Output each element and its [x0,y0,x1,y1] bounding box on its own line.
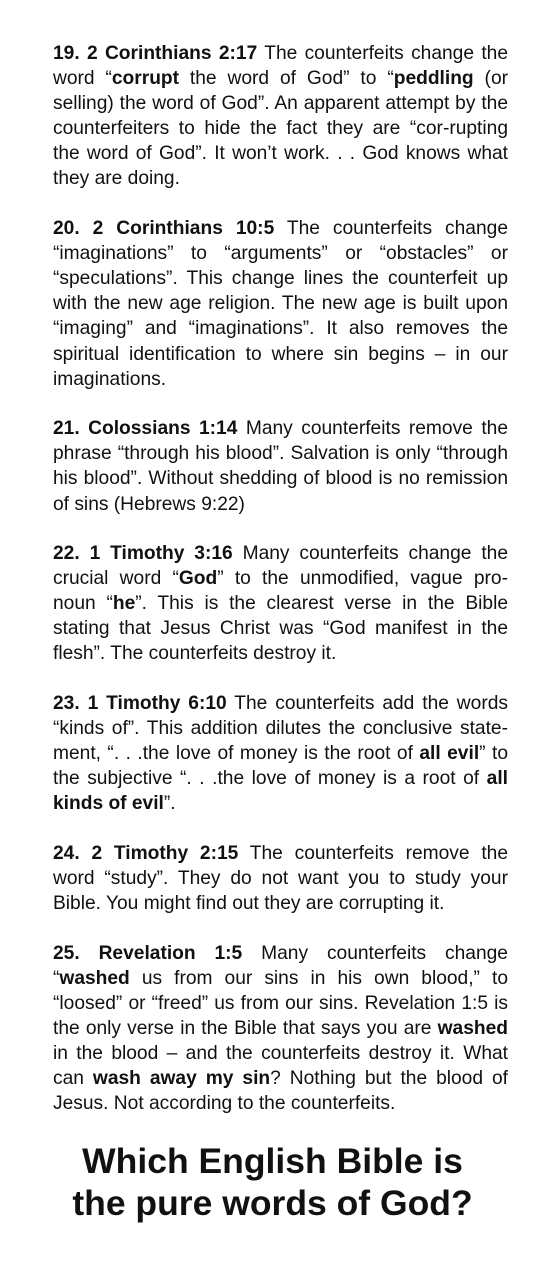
entry-25 [53,941,508,1117]
entry-22-text: ”. This is the clearest verse in the Bible stating that Jesus Christ was “God manifest in the flesh”. The counterfeits destroy it. [53,593,508,665]
entry-23-reference: 23. 1 Timothy 6:10 [53,693,227,715]
entry-19-emphasis: peddling [393,68,474,90]
entry-19-text: (or selling) the word of God”. An apparent attempt by the counterfeiters to hide the fact they are “cor-rupting the word of God”. It won’t work. . . God knows what they are doing. [53,68,508,190]
entry-22-text: ” to the unmodified, vague pro-noun “ [53,568,508,615]
entry-22 [53,541,508,666]
entry-23-emphasis: all evil [419,743,480,765]
entry-25-emphasis: washed [59,967,130,989]
entry-23-emphasis: all kinds of evil [53,768,508,815]
entry-21-reference: 21. Colossians 1:14 [53,418,238,440]
entry-21-text: Many counterfeits remove the phrase “through his blood”. Salvation is only “through his blood”. Without shedding of blood is no remission of sins (Hebrews 9:22) [53,418,508,515]
entry-25-emphasis: wash away my sin [92,1068,271,1090]
entry-19-text: The counterfeits change the word “ [53,43,509,90]
entry-22-emphasis: he [112,593,136,615]
entry-22-emphasis: God [178,568,218,590]
entry-20 [53,216,508,392]
entry-25-text: ? Nothing but the blood of Jesus. Not according to the counterfeits. [53,1068,508,1115]
entry-19-reference: 19. 2 Corinthians 2:17 [53,43,258,64]
entry-25-text: us from our sins in his own blood,” to “loosed” or “freed” us from our sins. Revelation 1:5 is the only verse in the Bible that says you are [53,967,508,1040]
entry-22-reference: 22. 1 Timothy 3:16 [53,543,233,565]
entry-24-text: The counterfeits remove the word “study”. They do not want you to study your Bible. You might find out they are corrupting it. [53,843,508,915]
entry-25-text: Many counterfeits change “ [53,942,508,989]
entry-23-text: ”. [163,793,176,815]
closing-heading [0,1140,545,1224]
closing-heading-line-2: the pure words of God? [72,1183,473,1223]
document-body [53,41,508,1141]
entry-23-text: ” to the subjective “. . .the love of money is a root of [53,743,508,790]
entry-22-text: Many counterfeits change the crucial word “ [53,543,508,590]
entry-20-reference: 20. 2 Corinthians 10:5 [53,218,275,240]
entry-23 [53,691,508,816]
entry-24-reference: 24. 2 Timothy 2:15 [53,843,239,865]
entry-19 [53,41,508,192]
entry-20-text: The counterfeits change “imaginations” to “arguments” or “obstacles” or “speculations”. This change lines the counterfeit up with the new age religion. The new age is built upon “imaging” and “imaginations”. It also removes the spiritual identification to where sin begins – in our imaginations. [53,218,508,390]
entry-21 [53,416,508,516]
entry-24 [53,841,508,916]
entry-19-emphasis: corrupt [111,68,180,90]
closing-heading-line-1: Which English Bible is [82,1141,463,1181]
entry-25-reference: 25. Revelation 1:5 [53,942,243,964]
entry-19-text: the word of God” to “ [179,68,394,90]
entry-23-text: The counterfeits add the words “kinds of”. This addition dilutes the conclusive state-ment, “. . .the love of money is the root of [53,693,508,765]
entry-25-text: in the blood – and the counterfeits destroy it. What can [53,1043,508,1090]
entry-25-emphasis: washed [437,1018,508,1040]
